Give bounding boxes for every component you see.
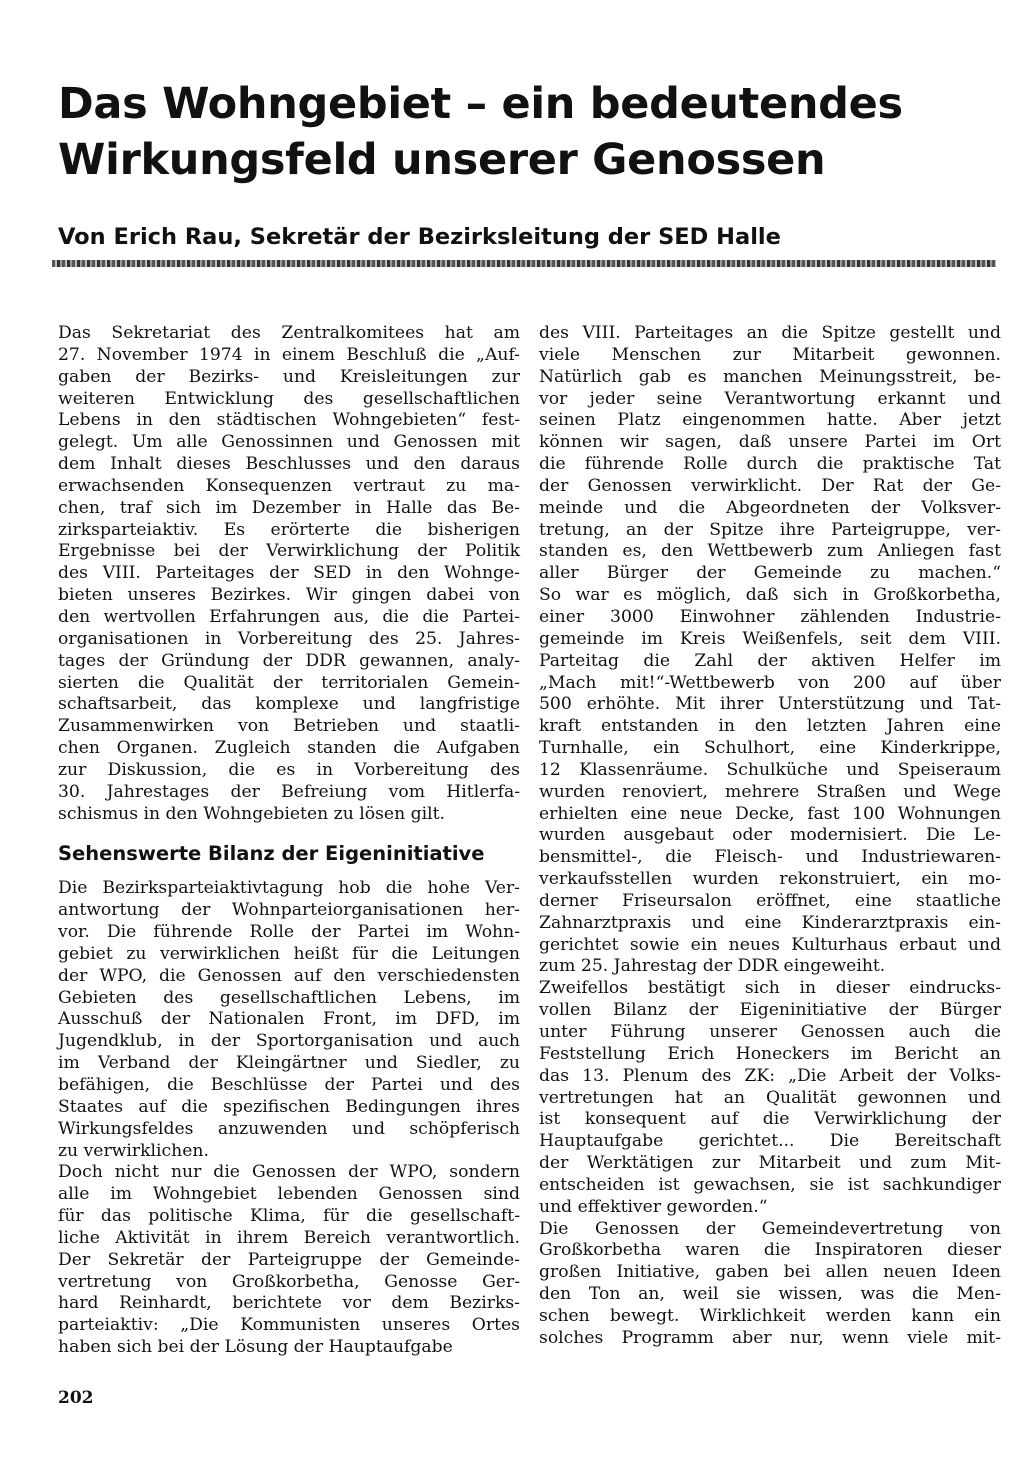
text-line: Ausschuß der Nationalen Front, im DFD, im <box>58 1009 520 1030</box>
text-line: der Genossen verwirklicht. Der Rat der Ge- <box>539 475 1001 496</box>
text-line: Ergebnisse bei der Verwirklichung der Politik <box>58 541 520 562</box>
paragraph-intro <box>58 323 520 825</box>
paragraph-bezirksparteiaktiv <box>58 878 520 1162</box>
text-line: „Mach mit!“-Wettbewerb von 200 auf über <box>539 672 1001 693</box>
section-heading: Sehenswerte Bilanz der Eigeninitiative <box>58 842 485 866</box>
text-line: für das politische Klima, für die gesellschaft- <box>58 1206 520 1227</box>
text-line: meinde und die Abgeordneten der Volksver- <box>539 497 1001 518</box>
text-line: 30. Jahrestages der Befreiung vom Hitlerfa- <box>58 781 520 802</box>
text-line: schen bewegt. Wirklichkeit werden kann ein <box>539 1305 1001 1326</box>
text-line: vor jeder seine Verantwortung erkannt und <box>539 388 1001 409</box>
text-line: vollen Bilanz der Eigeninitiative der Bürger <box>539 1000 1001 1021</box>
text-line: Das Sekretariat des Zentralkomitees hat am <box>58 323 520 343</box>
text-line: gaben der Bezirks- und Kreisleitungen zur <box>58 366 520 387</box>
text-line: Zahnarztpraxis und eine Kinderarztpraxis ein- <box>539 912 1001 933</box>
text-line: großen Initiative, gaben bei allen neuen Ideen <box>539 1262 1001 1283</box>
article-title-line-1: Das Wohngebiet – ein bedeutendes <box>58 79 903 129</box>
text-line: vertretungen hat an Qualität gewonnen und <box>539 1087 1001 1108</box>
left-column <box>58 323 520 1359</box>
text-line: solches Programm aber nur, wenn viele mit- <box>539 1327 1001 1348</box>
text-line: des VIII. Parteitages der SED in den Wohnge- <box>58 563 520 584</box>
paragraph-gemeindevertretung <box>539 1219 1001 1350</box>
text-line: Jugendklub, in der Sportorganisation und auch <box>58 1031 520 1052</box>
text-line: 12 Klassenräume. Schulküche und Speiseraum <box>539 759 1001 780</box>
text-line: vor. Die führende Rolle der Partei im Wohn- <box>58 922 520 943</box>
text-line: Natürlich gab es manchen Meinungsstreit, be- <box>539 366 1001 387</box>
text-line: bensmittel-, die Fleisch- und Industriewaren- <box>539 847 1001 868</box>
text-line: Turnhalle, ein Schulhort, eine Kinderkrippe, <box>539 738 1001 759</box>
text-line: sierten die Qualität der territorialen Gemein- <box>58 672 520 693</box>
text-line: haben sich bei der Lösung der Hauptaufgabe <box>58 1337 453 1358</box>
text-line: aller Bürger der Gemeinde zu machen.“ <box>539 563 1001 584</box>
text-line: So war es möglich, daß sich in Großkorbetha, <box>539 585 1001 606</box>
right-column <box>539 323 1001 1350</box>
text-line: die führende Rolle durch die praktische Tat <box>539 454 1001 475</box>
text-line: und effektiver geworden.“ <box>539 1196 768 1217</box>
text-line: Die Bezirksparteiaktivtagung hob die hohe Ver- <box>58 878 520 899</box>
text-line: Hauptaufgabe gerichtet... Die Bereitschaft <box>539 1131 1001 1152</box>
text-line: befähigen, die Beschlüsse der Partei und des <box>58 1075 520 1095</box>
text-line: tretung, an der Spitze ihre Parteigruppe, ver- <box>539 519 1001 540</box>
paragraph-honecker-quote <box>539 978 1001 1218</box>
text-line: gerichtet sowie ein neues Kulturhaus erbaut und <box>539 934 1001 955</box>
text-line: organisationen in Vorbereitung des 25. Jahres- <box>58 628 520 649</box>
text-line: chen, traf sich im Dezember in Halle das Be- <box>58 497 520 518</box>
text-line: vertretung von Großkorbetha, Genosse Ger- <box>58 1271 520 1292</box>
text-line: gelegt. Um alle Genossinnen und Genossen mit <box>58 432 520 453</box>
text-line: den wertvollen Erfahrungen aus, die die Partei- <box>58 606 520 627</box>
text-line: tages der Gründung der DDR gewannen, analy- <box>58 650 520 671</box>
text-line: unter Führung unserer Genossen auch die <box>539 1022 1001 1042</box>
article-title-line-2: Wirkungsfeld unserer Genossen <box>58 135 826 185</box>
text-line: Doch nicht nur die Genossen der WPO, sondern <box>58 1162 520 1183</box>
text-line: parteiaktiv: „Die Kommunisten unseres Ortes <box>58 1315 520 1336</box>
text-line: viele Menschen zur Mitarbeit gewonnen. <box>539 344 1001 365</box>
text-line: zur Diskussion, die es in Vorbereitung des <box>58 759 520 780</box>
text-line: hard Reinhardt, berichtete vor dem Bezirks- <box>58 1293 520 1314</box>
text-line: zu verwirklichen. <box>58 1140 209 1161</box>
text-line: chen Organen. Zugleich standen die Aufgaben <box>58 738 520 759</box>
text-line: schaftsarbeit, das komplexe und langfristige <box>58 694 520 715</box>
text-line: im Verband der Kleingärtner und Siedler, zu <box>58 1053 520 1074</box>
text-line: wurden ausgebaut oder modernisiert. Die Le- <box>539 825 1001 846</box>
text-line: Feststellung Erich Honeckers im Bericht an <box>539 1043 1001 1064</box>
article-title <box>58 76 998 188</box>
article-byline: Von Erich Rau, Sekretär der Bezirksleitung der SED Halle <box>58 224 781 250</box>
text-line: seinen Platz eingenommen hatte. Aber jetzt <box>539 410 1001 431</box>
text-line: liche Aktivität in ihrem Bereich verantwortlich. <box>58 1227 520 1248</box>
decorative-divider <box>52 260 996 267</box>
text-line: Die Genossen der Gemeindevertretung von <box>539 1218 1001 1239</box>
paragraph-grosskorbetha <box>539 585 1001 978</box>
text-line: des VIII. Parteitages an die Spitze gestellt und <box>539 323 1001 343</box>
text-line: bieten unseres Bezirkes. Wir gingen dabei von <box>58 585 520 606</box>
text-line: gemeinde im Kreis Weißenfels, seit dem VIII. <box>539 628 1001 649</box>
text-line: der Werktätigen zur Mitarbeit und zum Mit- <box>539 1153 1001 1174</box>
text-line: Zweifellos bestätigt sich in dieser eindrucks- <box>539 978 1001 999</box>
text-line: erhielten eine neue Decke, fast 100 Wohnungen <box>539 803 1001 824</box>
text-line: erwachsenden Konsequenzen vertraut zu ma- <box>58 475 520 496</box>
text-line: standen es, den Wettbewerb zum Anliegen fast <box>539 541 1001 562</box>
text-line: 27. November 1974 in einem Beschluß die „Auf- <box>58 344 520 365</box>
text-line: den Ton an, weil sie wissen, was die Men- <box>539 1284 1001 1305</box>
text-line: das 13. Plenum des ZK: „Die Arbeit der Volks- <box>539 1065 1001 1086</box>
text-line: wurden renoviert, mehrere Straßen und Wege <box>539 781 1001 802</box>
text-line: dem Inhalt dieses Beschlusses und den daraus <box>58 454 520 475</box>
text-line: 500 erhöhte. Mit ihrer Unterstützung und Tat- <box>539 694 1001 715</box>
text-line: Gebieten des gesellschaftlichen Lebens, im <box>58 987 520 1008</box>
text-line: Staates auf die spezifischen Bedingungen ihres <box>58 1096 520 1117</box>
page-number: 202 <box>58 1388 94 1408</box>
text-line: antwortung der Wohnparteiorganisationen her- <box>58 900 520 921</box>
text-line: schismus in den Wohngebieten zu lösen gilt. <box>58 803 445 824</box>
text-line: alle im Wohngebiet lebenden Genossen sind <box>58 1184 520 1205</box>
text-line: kraft entstanden in den letzten Jahren eine <box>539 716 1001 737</box>
text-line: gebiet zu verwirklichen heißt für die Leitungen <box>58 943 520 964</box>
paragraph-parteitag <box>539 323 1001 585</box>
text-line: können wir sagen, daß unsere Partei im Ort <box>539 432 1001 453</box>
paragraph-genossen-wpo <box>58 1162 520 1359</box>
text-line: entscheiden ist gewachsen, sie ist sachkundiger <box>539 1174 1001 1195</box>
text-line: Zusammenwirken von Betrieben und staatli- <box>58 716 520 737</box>
text-line: Lebens in den städtischen Wohngebieten“ fest- <box>58 410 520 431</box>
text-line: der WPO, die Genossen auf den verschiedensten <box>58 965 520 986</box>
text-line: Parteitag die Zahl der aktiven Helfer im <box>539 650 1001 671</box>
text-line: derner Friseursalon eröffnet, eine staatliche <box>539 890 1001 911</box>
text-line: zum 25. Jahrestag der DDR eingeweiht. <box>539 956 886 977</box>
text-line: Der Sekretär der Parteigruppe der Gemeinde- <box>58 1249 520 1270</box>
text-line: weiteren Entwicklung des gesellschaftlichen <box>58 388 520 409</box>
text-line: zirksparteiaktiv. Es erörterte die bisherigen <box>58 519 520 540</box>
text-line: Wirkungsfeldes anzuwenden und schöpferisch <box>58 1118 520 1139</box>
text-line: einer 3000 Einwohner zählenden Industrie- <box>539 606 1001 627</box>
text-line: verkaufsstellen wurden rekonstruiert, ein mo- <box>539 869 1001 890</box>
text-line: ist konsequent auf die Verwirklichung der <box>539 1109 1001 1130</box>
text-line: Großkorbetha waren die Inspiratoren dieser <box>539 1240 1001 1261</box>
